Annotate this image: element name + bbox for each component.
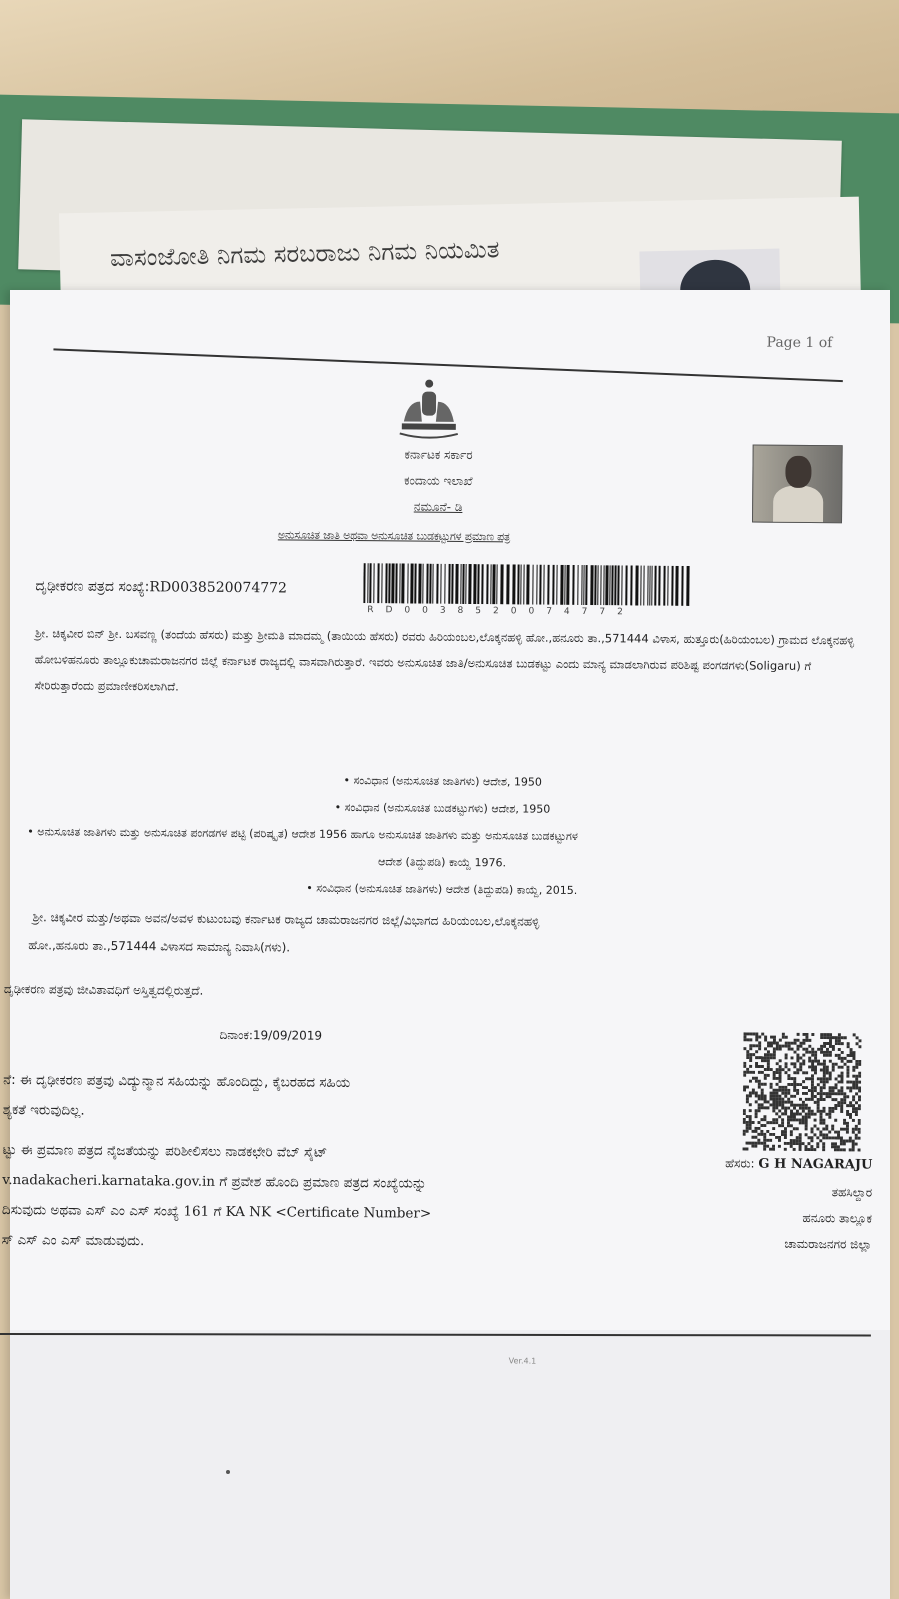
signatory-name-value: G H NAGARAJU	[758, 1156, 873, 1173]
act-item: • ಸಂವಿಧಾನ (ಅನುಸೂಚಿತ ಜಾತಿಗಳು) ಆದೇಶ (ತಿದ್ದುಪಡಿ) ಕಾಯ್ದೆ, 2015.	[306, 881, 578, 897]
residence-line: ಶ್ರೀ. ಚಿಕ್ಕವೀರ ಮತ್ತು/ಅಥವಾ ಅವನ/ಅವಳ ಕುಟುಂಬವು ಕರ್ನಾಟಕ ರಾಜ್ಯದ ಚಾಮರಾಜನಗರ ಜಿಲ್ಲೆ/ವಿಭಾಗದ ಹಿರಿಯಂಬಲ,ಲೊಕ್ಕನಹಳ್ಳಿ	[32, 910, 540, 929]
department-name: ಕಂದಾಯ ಇಲಾಖೆ	[404, 473, 473, 489]
verify-note: ಸ್ ಎಸ್ ಎಂ ಎಸ್ ಮಾಡುವುದು.	[1, 1231, 145, 1250]
version-label: Ver.4.1	[508, 1356, 537, 1366]
certificate-document	[1, 290, 890, 1366]
verify-note	[2, 1202, 431, 1222]
certification-paragraph: ಶ್ರೀ. ಚಿಕ್ಕವೀರ ಬಿನ್ ಶ್ರೀ. ಬಸವಣ್ಣ (ತಂದೆಯ ಹೆಸರು) ಮತ್ತು ಶ್ರೀಮತಿ ಮಾದಮ್ಮ (ತಾಯಿಯ ಹೆಸರು) ರವರು ಹಿರಿಯಂಬಲ,ಲೊಕ್ಕನಹಳ್ಳಿ ಹೋ.,ಹನೂರು ತಾ.,571444 ವಿಳಾಸ, ಹುತ್ತೂರು(ಹಿರಿಯಂಬಲ) ಗ್ರಾಮದ ಲೊಕ್ಕನಹಳ್ಳಿ ಹೋಬಳಿಹನೂರು ತಾಲ್ಲೂಕುಚಾಮರಾಜನಗರ ಜಿಲ್ಲೆ ಕರ್ನಾಟಕ ರಾಜ್ಯದಲ್ಲಿ ವಾಸವಾಗಿರುತ್ತಾರೆ. ಇವರು ಅನುಸೂಚಿತ ಜಾತಿ/ಅನುಸೂಚಿತ ಬುಡಕಟ್ಟು ಎಂದು ಮಾನ್ಯ ಮಾಡಲಾಗಿರುವ ಪರಿಶಿಷ್ಟ ಪಂಗಡಗಳು(Soligaru) ಗೆ ಸೇರಿರುತ್ತಾರೆಂದು ಪ್ರಮಾಣೀಕರಿಸಲಾಗಿದೆ.	[34, 626, 855, 694]
signatory-name	[672, 1156, 872, 1173]
page-number: Page 1 of	[766, 334, 833, 352]
form-label: ನಮೂನೆ- ಡಿ	[413, 499, 463, 514]
act-item: • ಅನುಸೂಚಿತ ಜಾತಿಗಳು ಮತ್ತು ಅನುಸೂಚಿತ ಪಂಗಡಗಳ ಪಟ್ಟಿ (ಪರಿಷ್ಕೃತ) ಆದೇಶ 1956 ಹಾಗೂ ಅನುಸೂಚಿತ ಜಾತಿಗಳು ಮತ್ತು ಅನುಸೂಚಿತ ಬುಡಕಟ್ಟುಗಳ	[27, 825, 578, 843]
signatory-taluk: ಹನೂರು ತಾಲ್ಲೂಕ	[802, 1210, 872, 1226]
signatory-label: ಹೆಸರು:	[725, 1156, 759, 1171]
certificate-number	[35, 578, 287, 596]
act-item: • ಸಂವಿಧಾನ (ಅನುಸೂಚಿತ ಬುಡಕಟ್ಟುಗಳು) ಆದೇಶ, 1950	[334, 800, 551, 816]
gov-name: ಕರ್ನಾಟಕ ಸರ್ಕಾರ	[404, 447, 473, 463]
residence-line: ಹೋ.,ಹನೂರು ತಾ.,571444 ವಿಳಾಸದ ಸಾಮಾನ್ಯ ನಿವಾಸಿ(ಗಳು).	[28, 938, 291, 955]
back-paper-heading: ವಾಸಂಜೋತಿ ನಿಗಮ ಸರಬರಾಜು ನಿಗಮ ನಿಯಮಿತ	[109, 235, 500, 273]
act-item: ಆದೇಶ (ತಿದ್ದುಪಡಿ) ಕಾಯ್ದೆ 1976.	[377, 855, 507, 870]
esign-note: ಶ್ಯಕತೆ ಇರುವುದಿಲ್ಲ.	[2, 1101, 85, 1119]
page-blank-area	[10, 1330, 890, 1599]
certificate-number-label: ದೃಢೀಕರಣ ಪತ್ರದ ಸಂಖ್ಯೆ:	[35, 578, 150, 596]
esign-note: ನೆ: ಈ ದೃಢೀಕರಣ ಪತ್ರವು ವಿದ್ಯುನ್ಮಾನ ಸಹಿಯನ್ನು ಹೊಂದಿದ್ದು, ಕೈಬರಹದ ಸಹಿಯ	[3, 1071, 351, 1091]
validity-statement: ದೃಢೀಕರಣ ಪತ್ರವು ಜೀವಿತಾವಧಿಗೆ ಅಸ್ತಿತ್ವದಲ್ಲಿರುತ್ತದೆ.	[3, 981, 204, 998]
certificate-number-value: RD0038520074772	[149, 579, 288, 597]
verify-note: ಟ್ಟು ಈ ಪ್ರಮಾಣ ಪತ್ರದ ನೈಜತೆಯನ್ನು ಪರಿಶೀಲಿಸಲು ನಾಡಕಛೇರಿ ವೆಬ್ ಸೈಟ್	[2, 1141, 328, 1161]
page-mark	[226, 1470, 230, 1474]
verify-sms-number: 161 ಗೆ KA NK <Certificate Number>	[183, 1203, 432, 1222]
verify-url-rest: ಗೆ ಪ್ರವೇಶ ಹೊಂದಿ ಪ್ರಮಾಣ ಪತ್ರದ ಸಂಖ್ಯೆಯನ್ನು	[214, 1173, 427, 1192]
acts-list	[27, 764, 858, 906]
footer-rule	[0, 1333, 871, 1337]
verify-sms-text: ದಿಸುವುದು ಅಥವಾ ಎಸ್ ಎಂ ಎಸ್ ಸಂಖ್ಯೆ	[1, 1201, 184, 1220]
barcode-text: RD0038520074772	[367, 605, 635, 618]
qr-code-icon	[743, 1031, 862, 1152]
verify-url: v.nadakacheri.karnataka.gov.in	[2, 1171, 216, 1190]
barcode-icon	[363, 563, 693, 606]
act-item: • ಸಂವಿಧಾನ (ಅನುಸೂಚಿತ ಜಾತಿಗಳು) ಆದೇಶ, 1950	[343, 773, 543, 789]
state-emblem-icon	[394, 377, 465, 442]
certificate-title: ಅನುಸೂಚಿತ ಜಾತಿ ಅಥವಾ ಅನುಸೂಚಿತ ಬುಡಕಟ್ಟುಗಳ ಪ್ರಮಾಣ ಪತ್ರ	[277, 528, 511, 544]
issue-date: ದಿನಾಂಕ:19/09/2019	[219, 1027, 323, 1043]
applicant-photo	[752, 444, 843, 523]
signatory-title: ತಹಸಿಲ್ದಾರ	[831, 1185, 873, 1200]
signatory-district: ಚಾಮರಾಜನಗರ ಜಿಲ್ಲಾ	[784, 1236, 872, 1252]
verify-note	[2, 1172, 426, 1192]
